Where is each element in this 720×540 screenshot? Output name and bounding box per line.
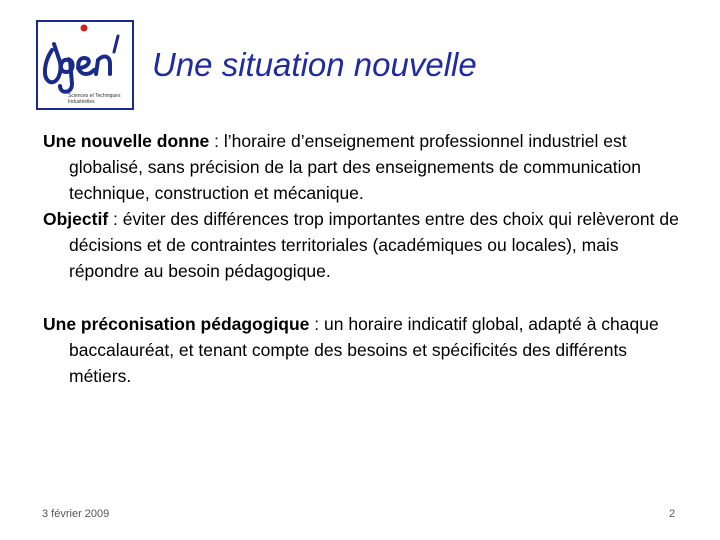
- paragraph-lead: Une nouvelle donne: [43, 131, 210, 151]
- paragraph-preconisation: [43, 311, 683, 389]
- paragraph-objectif: [43, 206, 683, 284]
- paragraph-nouvelle-donne: [43, 128, 683, 206]
- slide-body: [43, 128, 683, 389]
- paragraph-text: : un horaire indicatif global, adapté à chaque baccalauréat, et tenant compte des besoins et spécificités des différents métiers.: [69, 314, 659, 386]
- paragraph-text: : éviter des différences trop importantes entre des choix qui relèveront de décisions et de contraintes territoriales (académiques ou locales), mais répondre au besoin pédagogique.: [69, 209, 679, 281]
- paragraph-lead: Une préconisation pédagogique: [43, 314, 310, 334]
- paragraph-text: : l’horaire d’enseignement professionnel industriel est globalisé, sans précision de la part des enseignements de communication technique, construction et mécanique.: [69, 131, 641, 203]
- slide-title: Une situation nouvelle: [152, 46, 477, 83]
- paragraph-lead: Objectif: [43, 209, 109, 229]
- footer-date: 3 février 2009: [42, 508, 110, 520]
- logo-red-dot: [81, 25, 88, 32]
- logo-caption: Sciences et Techniques Industrielles: [68, 93, 121, 105]
- page-number: 2: [669, 508, 676, 520]
- paragraph-spacer: [43, 284, 683, 311]
- igen-logo: [36, 20, 134, 110]
